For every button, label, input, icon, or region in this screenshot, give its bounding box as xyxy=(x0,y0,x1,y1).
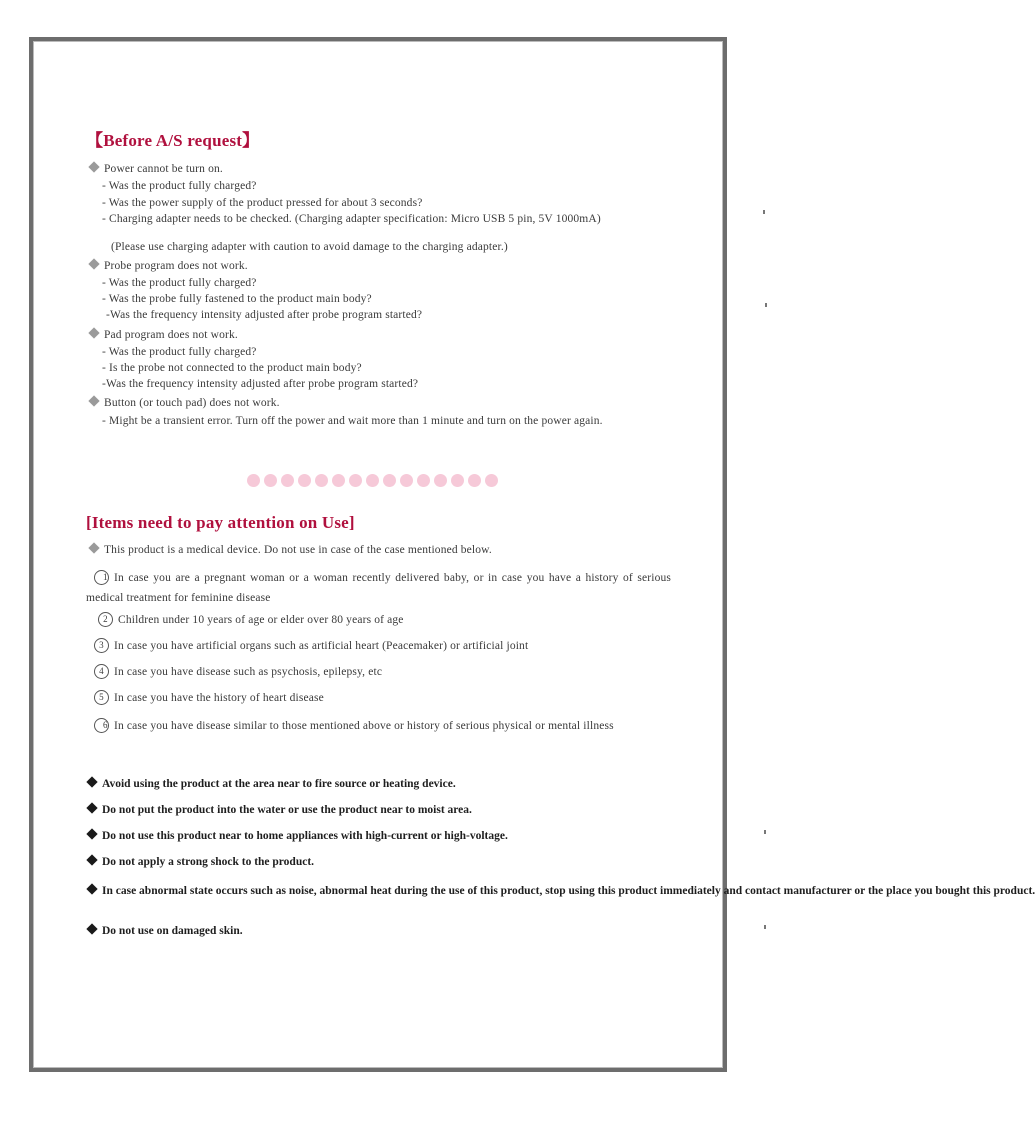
dotted-separator xyxy=(247,474,498,487)
warning-item: Do not apply a strong shock to the product. xyxy=(86,855,314,869)
q3-item: - Is the probe not connected to the product main body? xyxy=(102,362,362,374)
circled-number-icon: 5 xyxy=(94,690,109,705)
separator-dot xyxy=(485,474,498,487)
separator-dot xyxy=(332,474,345,487)
case-item: 1 In case you are a pregnant woman or a woman recently delivered baby, or in case you have a history of serious medical treatment for feminine disease xyxy=(86,572,671,604)
separator-dot xyxy=(468,474,481,487)
separator-dot xyxy=(298,474,311,487)
scan-mark xyxy=(765,303,767,307)
warning-item: Avoid using the product at the area near to fire source or heating device. xyxy=(86,777,456,791)
scan-mark xyxy=(764,830,766,834)
diamond-bullet-icon xyxy=(86,923,97,934)
separator-dot xyxy=(434,474,447,487)
separator-dot xyxy=(349,474,362,487)
diamond-bullet-icon xyxy=(86,776,97,787)
diamond-bullet-icon xyxy=(88,542,99,553)
warning-item: Do not put the product into the water or use the product near to moist area. xyxy=(86,803,472,817)
separator-dot xyxy=(264,474,277,487)
attention-on-use-title: [Items need to pay attention on Use] xyxy=(86,513,355,532)
attention-intro: This product is a medical device. Do not use in case of the case mentioned below. xyxy=(88,543,492,557)
q1-heading: Power cannot be turn on. xyxy=(88,162,223,176)
separator-dot xyxy=(383,474,396,487)
diamond-bullet-icon xyxy=(88,161,99,172)
separator-dot xyxy=(315,474,328,487)
q3-item: - Was the product fully charged? xyxy=(102,346,257,358)
diamond-bullet-icon xyxy=(88,395,99,406)
q3-item: -Was the frequency intensity adjusted after probe program started? xyxy=(102,378,419,390)
scan-mark xyxy=(764,925,766,929)
q4-heading: Button (or touch pad) does not work. xyxy=(88,396,280,410)
q2-item: -Was the frequency intensity adjusted after probe program started? xyxy=(106,309,423,321)
diamond-bullet-icon xyxy=(86,802,97,813)
circled-number-icon: 4 xyxy=(94,664,109,679)
case-item: 2 Children under 10 years of age or elder over 80 years of age xyxy=(98,613,404,628)
separator-dot xyxy=(366,474,379,487)
circled-number-icon: 3 xyxy=(94,638,109,653)
q1-item-note: (Please use charging adapter with caution to avoid damage to the charging adapter.) xyxy=(111,241,508,253)
warning-item: In case abnormal state occurs such as noise, abnormal heat during the use of this product, stop using this product immediately and contact manufacturer or the place you bought this product. xyxy=(86,880,666,902)
q1-item: - Was the product fully charged? xyxy=(102,180,257,192)
case-item: 4 In case you have disease such as psychosis, epilepsy, etc xyxy=(94,665,382,680)
diamond-bullet-icon xyxy=(88,327,99,338)
case-item: 5 In case you have the history of heart disease xyxy=(94,691,324,706)
q1-item: - Charging adapter needs to be checked. (Charging adapter specification: Micro USB 5 pin, 5V 1000mA) xyxy=(102,213,601,225)
circled-number-icon: 1 xyxy=(94,570,109,585)
case-item: 3 In case you have artificial organs such as artificial heart (Peacemaker) or artificial joint xyxy=(94,639,528,654)
scan-mark xyxy=(763,210,765,214)
diamond-bullet-icon xyxy=(86,828,97,839)
circled-number-icon: 2 xyxy=(98,612,113,627)
separator-dot xyxy=(400,474,413,487)
separator-dot xyxy=(247,474,260,487)
q2-item: - Was the probe fully fastened to the product main body? xyxy=(102,293,372,305)
diamond-bullet-icon xyxy=(86,854,97,865)
diamond-bullet-icon xyxy=(86,883,97,894)
q2-heading: Probe program does not work. xyxy=(88,259,248,273)
q2-item: - Was the product fully charged? xyxy=(102,277,257,289)
separator-dot xyxy=(417,474,430,487)
circled-number-icon: 6 xyxy=(94,718,109,733)
separator-dot xyxy=(281,474,294,487)
diamond-bullet-icon xyxy=(88,258,99,269)
q1-item: - Was the power supply of the product pressed for about 3 seconds? xyxy=(102,197,423,209)
warning-item: Do not use this product near to home appliances with high-current or high-voltage. xyxy=(86,829,508,843)
separator-dot xyxy=(451,474,464,487)
warning-item: Do not use on damaged skin. xyxy=(86,924,243,938)
case-item: 6 In case you have disease similar to those mentioned above or history of serious physical or mental illness xyxy=(86,716,671,736)
before-as-request-title: 【Before A/S request】 xyxy=(86,131,260,150)
q3-heading: Pad program does not work. xyxy=(88,328,238,342)
q4-item: - Might be a transient error. Turn off the power and wait more than 1 minute and turn on the power again. xyxy=(102,415,603,427)
